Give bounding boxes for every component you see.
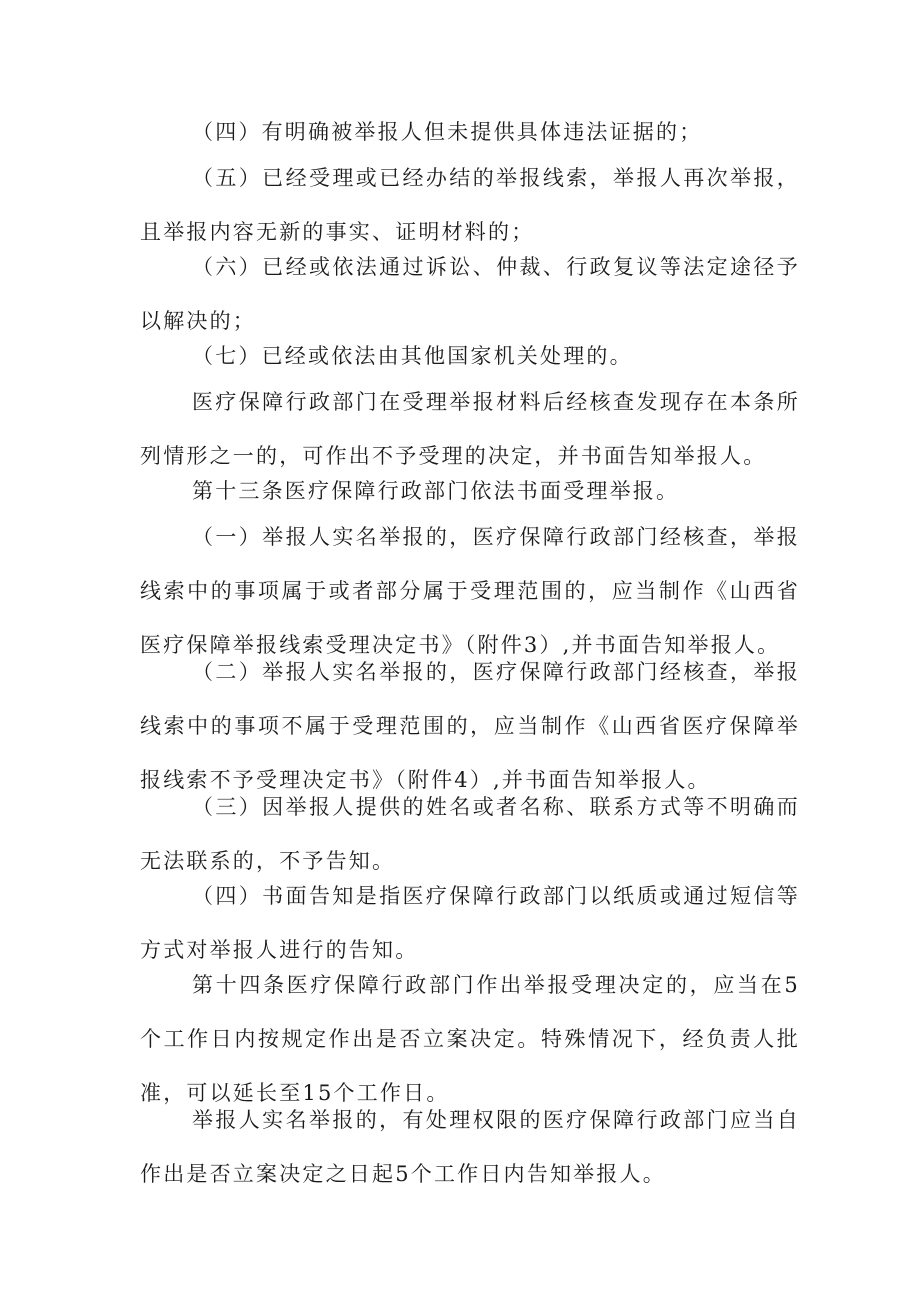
paragraph-article13-item-3: （三）因举报人提供的姓名或者名称、联系方式等不明确而无法联系的，不予告知。 <box>140 795 800 873</box>
paragraph-notify-reporter: 举报人实名举报的，有处理权限的医疗保障行政部门应当自作出是否立案决定之日起5个工作日内告知举报人。 <box>140 1108 800 1186</box>
paragraph-article13-item-2: （二）举报人实名举报的，医疗保障行政部门经核查，举报线索中的事项不属于受理范围的，应当制作《山西省医疗保障举报线索不予受理决定书》（附件4）,并书面告知举报人。 <box>140 660 800 792</box>
paragraph-article13-item-1: （一）举报人实名举报的，医疗保障行政部门经核查，举报线索中的事项属于或者部分属于受理范围的，应当制作《山西省医疗保障举报线索受理决定书》（附件3）,并书面告知举报人。 <box>140 525 800 657</box>
paragraph-item-5: （五）已经受理或已经办结的举报线索，举报人再次举报，且举报内容无新的事实、证明材料的； <box>140 166 800 244</box>
paragraph-item-6: （六）已经或依法通过诉讼、仲裁、行政复议等法定途径予以解决的； <box>140 255 800 333</box>
article-13-heading: 第十三条医疗保障行政部门依法书面受理举报。 <box>192 479 680 503</box>
paragraph-review-rule: 医疗保障行政部门在受理举报材料后经核查发现存在本条所列情形之一的，可作出不予受理的决定，并书面告知举报人。 <box>140 390 800 468</box>
paragraph-item-4: （四）有明确被举报人但未提供具体违法证据的； <box>192 120 703 144</box>
paragraph-item-7: （七）已经或依法由其他国家机关处理的。 <box>192 344 633 368</box>
article-14-paragraph: 第十四条医疗保障行政部门作出举报受理决定的，应当在5个工作日内按规定作出是否立案决定。特殊情况下，经负责人批准，可以延长至15个工作日。 <box>140 973 800 1105</box>
paragraph-article13-item-4: （四）书面告知是指医疗保障行政部门以纸质或通过短信等方式对举报人进行的告知。 <box>140 884 800 962</box>
